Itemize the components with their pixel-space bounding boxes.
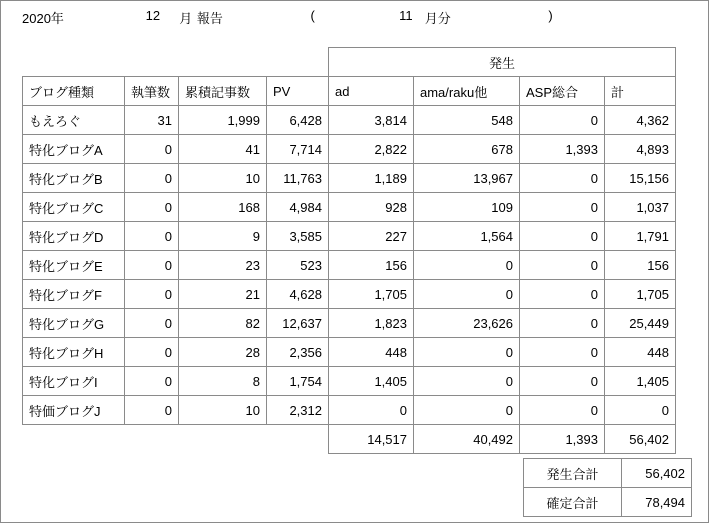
cell-ad: 156	[329, 251, 414, 280]
cell-ad: 1,405	[329, 367, 414, 396]
cell-asp: 0	[520, 106, 605, 135]
table-row	[23, 164, 676, 193]
cell-ad: 227	[329, 222, 414, 251]
summary-label-kakutei-total: 確定合計	[524, 488, 622, 517]
report-table	[22, 47, 676, 454]
footer-ad: 14,517	[329, 425, 414, 454]
cell-pv: 4,984	[267, 193, 329, 222]
cell-asp: 0	[520, 338, 605, 367]
cell-cumulative: 168	[179, 193, 267, 222]
cell-blog-type: 特化ブログH	[23, 338, 125, 367]
cell-asp: 0	[520, 164, 605, 193]
cell-total: 1,405	[605, 367, 676, 396]
spacer-cell	[179, 48, 267, 77]
cell-ama: 109	[414, 193, 520, 222]
col-header-written: 執筆数	[125, 77, 179, 106]
target-month-unit: 月分	[424, 11, 451, 26]
cell-written: 0	[125, 164, 179, 193]
col-header-pv: PV	[267, 77, 329, 106]
cell-pv: 4,628	[267, 280, 329, 309]
cell-cumulative: 28	[179, 338, 267, 367]
cell-asp: 0	[520, 396, 605, 425]
cell-ad: 2,822	[329, 135, 414, 164]
cell-blog-type: 特化ブログC	[23, 193, 125, 222]
cell-blog-type: 特化ブログI	[23, 367, 125, 396]
cell-ad: 1,705	[329, 280, 414, 309]
cell-asp: 0	[520, 251, 605, 280]
table-row	[23, 193, 676, 222]
cell-pv: 7,714	[267, 135, 329, 164]
summary-row	[524, 459, 692, 488]
report-month: 12	[145, 8, 161, 23]
col-header-asp: ASP総合	[520, 77, 605, 106]
cell-written: 0	[125, 222, 179, 251]
paren-close: )	[548, 8, 553, 23]
footer-asp: 1,393	[520, 425, 605, 454]
cell-cumulative: 1,999	[179, 106, 267, 135]
cell-pv: 1,754	[267, 367, 329, 396]
col-header-ad: ad	[329, 77, 414, 106]
cell-cumulative: 82	[179, 309, 267, 338]
cell-blog-type: 特化ブログF	[23, 280, 125, 309]
cell-total: 156	[605, 251, 676, 280]
cell-asp: 0	[520, 280, 605, 309]
cell-pv: 11,763	[267, 164, 329, 193]
cell-ad: 1,189	[329, 164, 414, 193]
spacer-cell	[23, 48, 125, 77]
table-row	[23, 135, 676, 164]
cell-cumulative: 10	[179, 164, 267, 193]
cell-written: 0	[125, 309, 179, 338]
cell-total: 1,791	[605, 222, 676, 251]
cell-blog-type: 特化ブログE	[23, 251, 125, 280]
cell-total: 4,362	[605, 106, 676, 135]
cell-ad: 448	[329, 338, 414, 367]
cell-total: 15,156	[605, 164, 676, 193]
footer-total-row	[23, 425, 676, 454]
cell-blog-type: 特化ブログB	[23, 164, 125, 193]
cell-written: 0	[125, 193, 179, 222]
paren-open: (	[310, 8, 315, 23]
cell-total: 448	[605, 338, 676, 367]
cell-cumulative: 21	[179, 280, 267, 309]
table-row	[23, 367, 676, 396]
report-label: 報告	[196, 11, 223, 26]
cell-ama: 0	[414, 338, 520, 367]
table-row	[23, 309, 676, 338]
cell-ama: 1,564	[414, 222, 520, 251]
cell-written: 0	[125, 251, 179, 280]
spacer-cell	[23, 425, 125, 454]
cell-ad: 3,814	[329, 106, 414, 135]
col-header-cumulative: 累積記事数	[179, 77, 267, 106]
cell-blog-type: 特化ブログA	[23, 135, 125, 164]
cell-ama: 0	[414, 280, 520, 309]
cell-blog-type: 特化ブログG	[23, 309, 125, 338]
cell-asp: 0	[520, 367, 605, 396]
cell-written: 31	[125, 106, 179, 135]
cell-total: 4,893	[605, 135, 676, 164]
footer-total: 56,402	[605, 425, 676, 454]
table-row	[23, 280, 676, 309]
cell-asp: 0	[520, 222, 605, 251]
cell-written: 0	[125, 280, 179, 309]
cell-ama: 0	[414, 251, 520, 280]
cell-written: 0	[125, 338, 179, 367]
cell-blog-type: 特化ブログD	[23, 222, 125, 251]
summary-table	[523, 458, 692, 517]
column-header-row	[23, 77, 676, 106]
report-month-label: 月	[179, 11, 193, 26]
col-header-blog-type: ブログ種類	[23, 77, 125, 106]
cell-cumulative: 9	[179, 222, 267, 251]
col-header-ama-raku: ama/raku他	[414, 77, 520, 106]
cell-ama: 678	[414, 135, 520, 164]
cell-cumulative: 23	[179, 251, 267, 280]
cell-pv: 12,637	[267, 309, 329, 338]
spacer-cell	[125, 425, 179, 454]
cell-cumulative: 10	[179, 396, 267, 425]
report-year: 2020年	[22, 11, 64, 26]
cell-ama: 23,626	[414, 309, 520, 338]
cell-total: 25,449	[605, 309, 676, 338]
cell-ama: 0	[414, 367, 520, 396]
spacer-cell	[125, 48, 179, 77]
cell-pv: 3,585	[267, 222, 329, 251]
cell-ad: 1,823	[329, 309, 414, 338]
cell-blog-type: もえろぐ	[23, 106, 125, 135]
cell-cumulative: 8	[179, 367, 267, 396]
col-header-total: 計	[605, 77, 676, 106]
cell-ad: 0	[329, 396, 414, 425]
cell-total: 1,705	[605, 280, 676, 309]
cell-ama: 548	[414, 106, 520, 135]
cell-ad: 928	[329, 193, 414, 222]
table-row	[23, 222, 676, 251]
group-header-hassei: 発生	[329, 48, 676, 77]
cell-ama: 13,967	[414, 164, 520, 193]
cell-written: 0	[125, 396, 179, 425]
cell-asp: 0	[520, 309, 605, 338]
spacer-cell	[267, 48, 329, 77]
cell-written: 0	[125, 367, 179, 396]
cell-total: 1,037	[605, 193, 676, 222]
footer-ama: 40,492	[414, 425, 520, 454]
cell-asp: 1,393	[520, 135, 605, 164]
table-row	[23, 251, 676, 280]
cell-pv: 523	[267, 251, 329, 280]
target-month: 11	[399, 8, 413, 23]
spacer-cell	[267, 425, 329, 454]
spacer-cell	[179, 425, 267, 454]
cell-written: 0	[125, 135, 179, 164]
cell-cumulative: 41	[179, 135, 267, 164]
cell-total: 0	[605, 396, 676, 425]
report-header	[22, 8, 692, 28]
cell-asp: 0	[520, 193, 605, 222]
cell-ama: 0	[414, 396, 520, 425]
summary-row	[524, 488, 692, 517]
summary-value-hassei-total: 56,402	[622, 459, 692, 488]
group-header-row	[23, 48, 676, 77]
cell-blog-type: 特価ブログJ	[23, 396, 125, 425]
cell-pv: 2,356	[267, 338, 329, 367]
summary-label-hassei-total: 発生合計	[524, 459, 622, 488]
cell-pv: 2,312	[267, 396, 329, 425]
table-row	[23, 106, 676, 135]
cell-pv: 6,428	[267, 106, 329, 135]
table-row	[23, 396, 676, 425]
summary-value-kakutei-total: 78,494	[622, 488, 692, 517]
table-row	[23, 338, 676, 367]
